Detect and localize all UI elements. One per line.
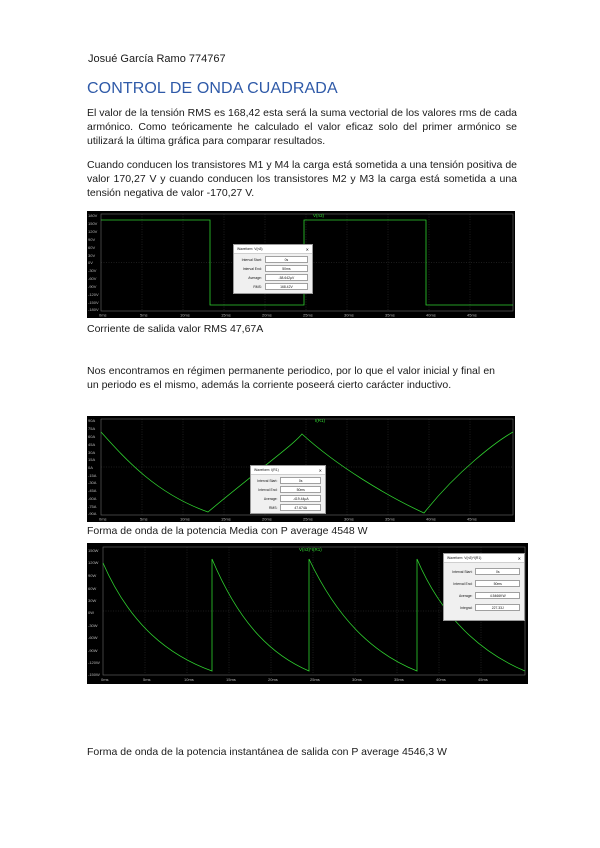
- y-tick: -30W: [88, 623, 98, 628]
- x-tick: 10ms: [180, 516, 190, 522]
- x-tick: 25ms: [303, 312, 313, 318]
- dialog-title: Waveform: V(n3): [237, 247, 263, 251]
- x-axis-ticks: [99, 313, 477, 318]
- y-axis-ticks: [88, 418, 97, 516]
- field-value[interactable]: 50ms: [265, 265, 308, 272]
- field-label: RMS:: [253, 284, 262, 289]
- field-value[interactable]: 47.674A: [280, 504, 321, 511]
- y-tick: -90V: [88, 284, 97, 289]
- x-tick: 0ms: [99, 312, 107, 318]
- current-waveform-screenshot: [87, 416, 515, 522]
- y-tick: 120W: [88, 560, 99, 565]
- x-tick: 35ms: [385, 312, 395, 318]
- x-tick: 30ms: [344, 312, 354, 318]
- y-tick: -30V: [88, 268, 97, 273]
- dialog-title: Waveform: V(n3)*I(R1): [447, 556, 482, 560]
- y-tick: -60A: [88, 496, 97, 501]
- x-tick: 40ms: [426, 516, 436, 522]
- x-tick: 40ms: [426, 312, 436, 318]
- field-value[interactable]: -419.44μA: [280, 495, 321, 502]
- x-tick: 15ms: [221, 312, 231, 318]
- trace-label: V(n3): [313, 213, 325, 218]
- y-tick: 60W: [88, 586, 97, 591]
- y-tick: 15A: [88, 457, 96, 462]
- y-tick: -60V: [88, 276, 97, 281]
- waveform-dialog[interactable]: [443, 553, 525, 621]
- x-tick: 45ms: [478, 677, 488, 682]
- field-value[interactable]: 4.5466KW: [475, 592, 520, 599]
- x-tick: 45ms: [467, 516, 477, 522]
- y-axis-ticks: [88, 548, 100, 677]
- y-tick: -15A: [88, 473, 97, 478]
- y-tick: 45A: [88, 442, 96, 447]
- field-label: Average:: [458, 593, 473, 598]
- y-axis-ticks: [88, 213, 99, 312]
- trace-label: V(n3)*I(R1): [299, 547, 322, 552]
- y-tick: -150V: [88, 300, 99, 305]
- field-label: RMS:: [268, 505, 278, 510]
- caption-mean-power: Forma de onda de la potencia Media con P average 4548 W: [87, 525, 368, 537]
- field-value[interactable]: 227.33J: [475, 604, 520, 611]
- y-tick: -30A: [88, 480, 97, 485]
- section-title: CONTROL DE ONDA CUADRADA: [87, 80, 338, 97]
- y-tick: -120V: [88, 292, 99, 297]
- field-value[interactable]: 50ms: [280, 486, 321, 493]
- x-tick: 20ms: [268, 677, 278, 682]
- y-tick: 60V: [88, 245, 96, 250]
- y-tick: -180V: [88, 307, 99, 312]
- y-tick: 90V: [88, 237, 96, 242]
- close-icon[interactable]: ✕: [318, 467, 322, 473]
- field-label: Average:: [263, 496, 278, 501]
- y-tick: -45A: [88, 488, 97, 493]
- field-label: Interval Start:: [241, 257, 262, 262]
- field-value[interactable]: -58.642μV: [265, 274, 308, 281]
- y-tick: 120V: [88, 229, 98, 234]
- waveform-dialog[interactable]: [250, 465, 326, 514]
- caption-current: Corriente de salida valor RMS 47,67A: [87, 323, 264, 335]
- field-value[interactable]: 168.42V: [265, 283, 308, 290]
- field-label: Integral:: [460, 605, 473, 610]
- y-tick: 180V: [88, 213, 98, 218]
- close-icon[interactable]: ✕: [517, 555, 521, 561]
- y-tick: -75A: [88, 504, 97, 509]
- y-tick: -90A: [88, 511, 97, 516]
- author-line: Josué García Ramo 774767: [88, 53, 226, 65]
- field-label: Interval Start:: [452, 569, 473, 574]
- x-tick: 20ms: [262, 516, 272, 522]
- x-tick: 40ms: [436, 677, 446, 682]
- x-tick: 30ms: [344, 516, 354, 522]
- y-tick: -60W: [88, 635, 98, 640]
- field-value[interactable]: 0s: [265, 256, 308, 263]
- x-tick: 10ms: [180, 312, 190, 318]
- x-tick: 0ms: [99, 516, 107, 522]
- x-tick: 30ms: [352, 677, 362, 682]
- y-tick: 30A: [88, 450, 96, 455]
- x-tick: 20ms: [262, 312, 272, 318]
- y-tick: 90W: [88, 573, 97, 578]
- voltage-waveform-screenshot: [87, 211, 515, 318]
- x-tick: 25ms: [303, 516, 313, 522]
- y-tick: 30W: [88, 598, 97, 603]
- x-tick: 5ms: [143, 677, 151, 682]
- field-label: Average:: [248, 275, 262, 280]
- x-tick: 35ms: [394, 677, 404, 682]
- x-axis-ticks: [101, 677, 488, 682]
- x-tick: 35ms: [385, 516, 395, 522]
- y-tick: -150W: [88, 672, 100, 677]
- field-label: Interval End:: [258, 487, 278, 492]
- field-label: Interval End:: [453, 581, 473, 586]
- y-tick: 75A: [88, 426, 96, 431]
- close-icon[interactable]: ✕: [305, 246, 309, 252]
- y-tick: 60A: [88, 434, 96, 439]
- x-axis-ticks: [99, 517, 477, 522]
- x-tick: 45ms: [467, 312, 477, 318]
- waveform-dialog[interactable]: [233, 244, 313, 294]
- x-tick: 15ms: [226, 677, 236, 682]
- y-tick: 90A: [88, 418, 96, 423]
- field-label: Interval Start:: [257, 478, 278, 483]
- field-value[interactable]: 0s: [475, 568, 520, 575]
- caption-instant-power: Forma de onda de la potencia instantánea de salida con P average 4546,3 W: [87, 746, 447, 758]
- x-tick: 5ms: [140, 312, 148, 318]
- x-tick: 15ms: [221, 516, 231, 522]
- y-tick: 0W: [88, 610, 94, 615]
- y-tick: -120W: [88, 660, 100, 665]
- dialog-title: Waveform: I(R1): [254, 468, 279, 472]
- paragraph-rms: El valor de la tensión RMS es 168,42 esta será la suma vectorial de los valores rms de cada armónico. Como teóricamente he calculado el valor eficaz solo del primer armónico se utilizará la última gráfica para comparar resultados.: [87, 107, 517, 147]
- y-tick: 0V: [88, 260, 93, 265]
- y-tick: -90W: [88, 648, 98, 653]
- trace-label: I(R1): [315, 418, 325, 423]
- x-tick: 5ms: [140, 516, 148, 522]
- field-value[interactable]: 50ms: [475, 580, 520, 587]
- y-tick: 30V: [88, 253, 96, 258]
- y-tick: 150W: [88, 548, 99, 553]
- paragraph-regime: Nos encontramos en régimen permanente periodico, por lo que el valor inicial y final en un periodo es el mismo, además la corriente poseerá cierto carácter inductivo.: [87, 365, 495, 391]
- field-label: Interval End:: [242, 266, 262, 271]
- power-waveform-screenshot: [87, 543, 528, 684]
- x-tick: 10ms: [184, 677, 194, 682]
- y-tick: 150V: [88, 221, 98, 226]
- field-value[interactable]: 0s: [280, 477, 321, 484]
- y-tick: 0A: [88, 465, 93, 470]
- x-tick: 25ms: [310, 677, 320, 682]
- x-tick: 0ms: [101, 677, 109, 682]
- paragraph-transistors: Cuando conducen los transistores M1 y M4 la carga está sometida a una tensión positiva de valor 170,27 V y cuando conducen los transistores M2 y M3 la carga está sometida a una tensión negativa de valor -170,27 V.: [87, 159, 517, 199]
